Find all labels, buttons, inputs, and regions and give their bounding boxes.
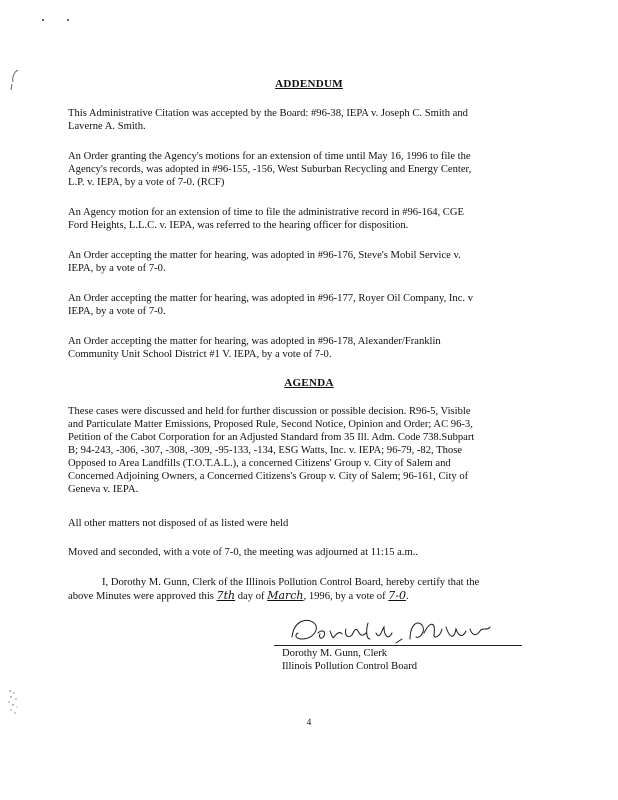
text-line: Petition of the Cabot Corporation for an Adjusted Standard from 35 Ill. Adm. Code 738.Subpart [68, 432, 475, 443]
handwritten-month: March [267, 589, 304, 602]
text-line: Geneva v. IEPA. [68, 484, 139, 495]
signatory-title: Illinois Pollution Control Board [282, 661, 418, 672]
certification-text: , 1996, by a vote of [303, 591, 386, 602]
addendum-item [68, 150, 538, 189]
addendum-item [68, 249, 538, 275]
addendum-item [68, 107, 538, 133]
text-line: IEPA, by a vote of 7-0. [68, 263, 166, 274]
text-line: Laverne A. Smith. [68, 121, 146, 132]
handwritten-signature [284, 609, 504, 649]
certification-paragraph [68, 576, 538, 603]
text-line: These cases were discussed and held for further discussion or possible decision. R96-5, Visible [68, 406, 471, 417]
addendum-heading: ADDENDUM [275, 78, 343, 90]
text-line: Concerned Adjoining Owners, a Concerned Citizens's Group v. City of Salem; 96-161, City of [68, 471, 469, 482]
text-line: and Particulate Matter Emissions, Proposed Rule, Second Notice, Opinion and Order; AC 96-3, [68, 419, 473, 430]
text-line: Agency's records, was adopted in #96-155, -156, West Suburban Recycling and Energy Center, [68, 164, 472, 175]
certification-text: day of [237, 591, 265, 602]
adjournment-text: Moved and seconded, with a vote of 7-0, the meeting was adjourned at 11:15 a.m.. [68, 547, 418, 558]
handwritten-day: 7th [216, 589, 236, 602]
text-line: An Agency motion for an extension of time to file the administrative record in #96-164, CGE [68, 207, 464, 218]
certification-text: above Minutes were approved this [68, 591, 214, 602]
text-line: L.P. v. IEPA, by a vote of 7-0. (RCF) [68, 177, 225, 188]
scan-speck [42, 19, 44, 21]
text-line: This Administrative Citation was accepted by the Board: #96-38, IEPA v. Joseph C. Smith and [68, 108, 468, 119]
text-line: An Order accepting the matter for hearing, was adopted in #96-178, Alexander/Franklin [68, 336, 441, 347]
agenda-heading: AGENDA [284, 377, 334, 389]
addendum-item [68, 206, 538, 232]
text-line: An Order accepting the matter for hearing, was adopted in #96-177, Royer Oil Company, Inc. v [68, 293, 473, 304]
text-line: Community Unit School District #1 V. IEPA, by a vote of 7-0. [68, 349, 332, 360]
signature-line [274, 645, 522, 646]
text-line [68, 589, 538, 603]
page-number: 4 [306, 717, 312, 727]
scan-speck [67, 19, 69, 21]
signatory-name: Dorothy M. Gunn, Clerk [282, 648, 388, 659]
handwritten-vote: 7-0 [388, 589, 406, 602]
text-line: An Order granting the Agency's motions for an extension of time until May 16, 1996 to file the [68, 151, 471, 162]
text-line: Opposed to Area Landfills (T.O.T.A.L.), a concerned Citizens' Group v. City of Salem and [68, 458, 451, 469]
certification-text: . [405, 591, 409, 602]
other-matters-text: All other matters not disposed of as listed were held [68, 518, 289, 529]
addendum-item [68, 335, 538, 361]
addendum-item [68, 292, 538, 318]
text-line: An Order accepting the matter for hearing, was adopted in #96-176, Steve's Mobil Service v. [68, 250, 461, 261]
agenda-paragraph [68, 405, 538, 496]
text-line: I, Dorothy M. Gunn, Clerk of the Illinois Pollution Control Board, hereby certify that the [102, 577, 480, 588]
text-line: Ford Heights, L.L.C. v. IEPA, was referred to the hearing officer for disposition. [68, 220, 409, 231]
scan-mark [6, 688, 22, 716]
text-line: B; 94-243, -306, -307, -308, -309, -95-133, -134, ESG Watts, Inc. v. IEPA; 96-79, -82, Those [68, 445, 463, 456]
text-line: IEPA, by a vote of 7-0. [68, 306, 166, 317]
